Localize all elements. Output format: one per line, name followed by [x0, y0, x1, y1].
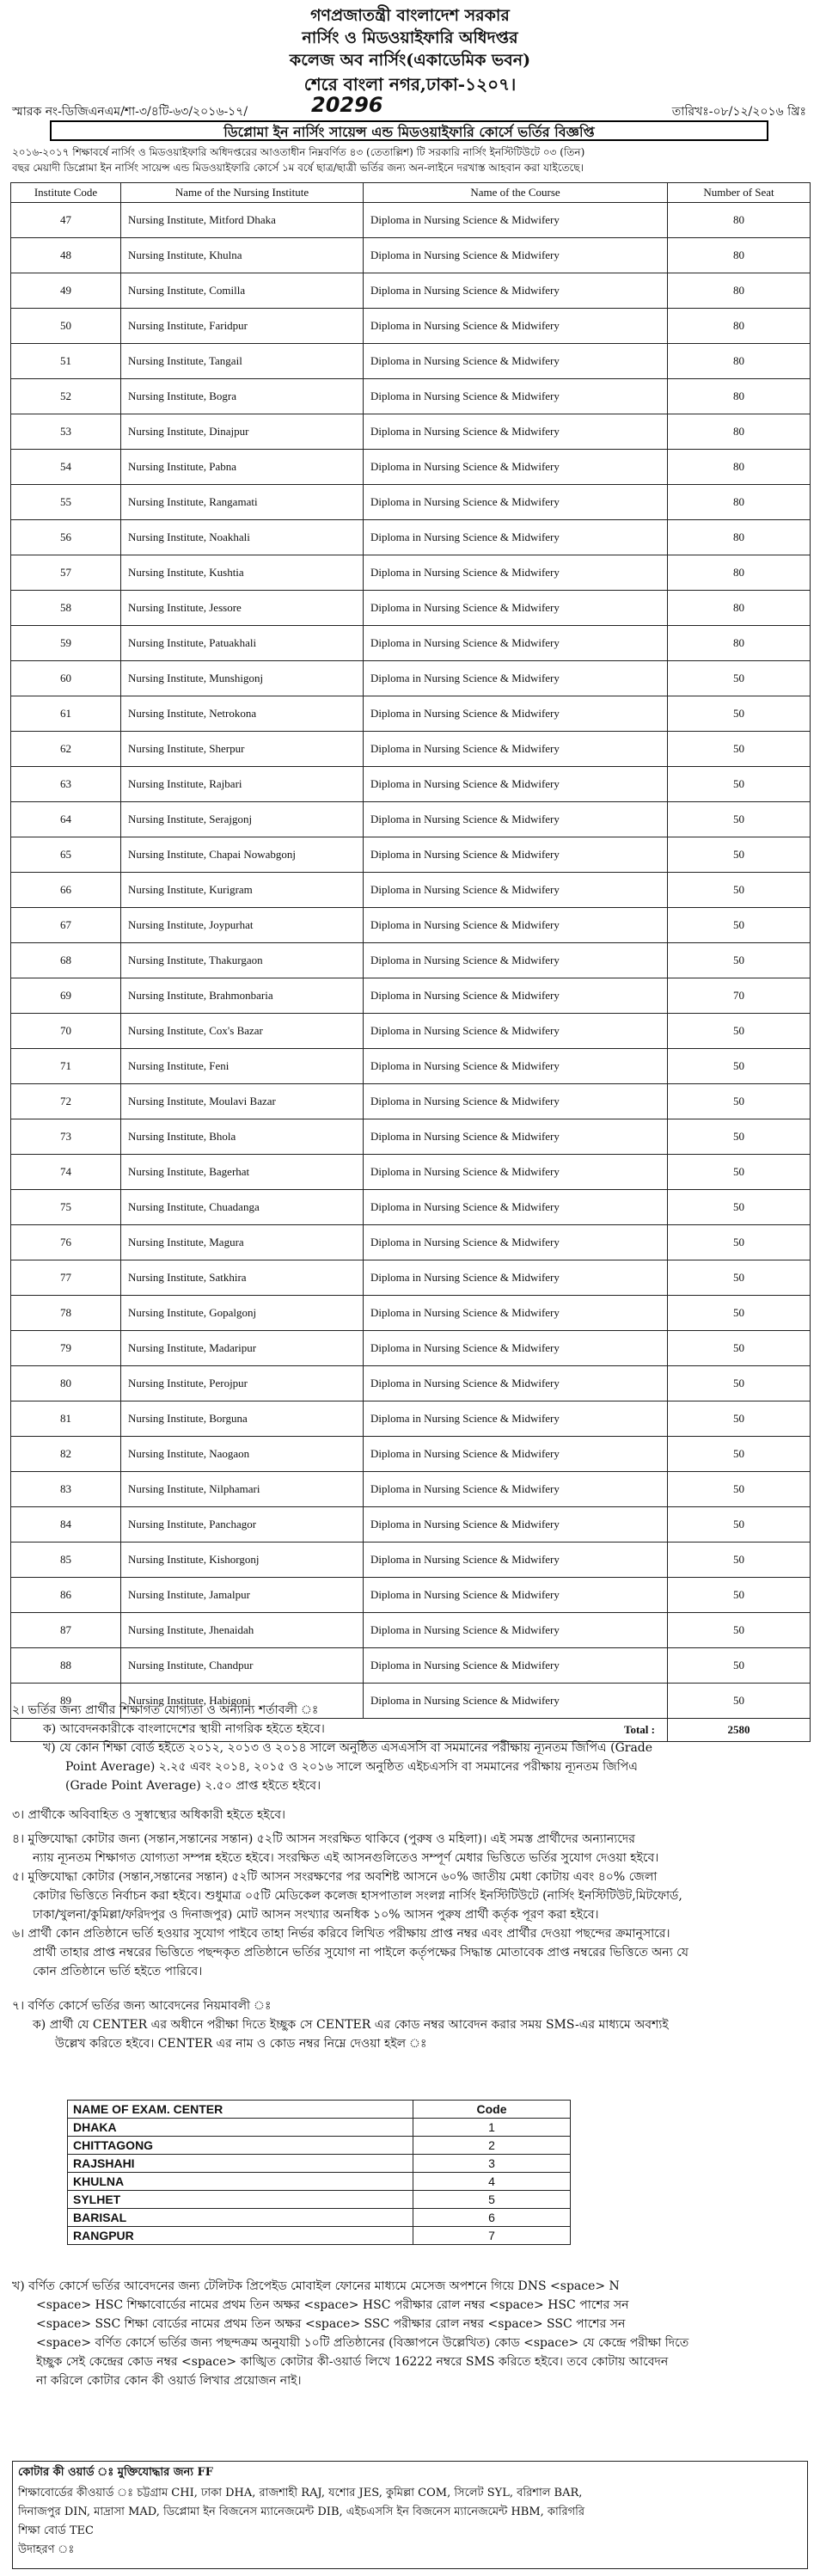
seat-count: 50	[668, 1155, 811, 1190]
institute-code: 64	[11, 802, 121, 837]
seat-count: 50	[668, 837, 811, 873]
course-name: Diploma in Nursing Science & Midwifery	[364, 1014, 668, 1049]
institute-row	[11, 661, 811, 696]
institute-name: Nursing Institute, Habigonj	[121, 1684, 364, 1719]
institute-code: 87	[11, 1613, 121, 1648]
quota-line: ৬। প্রার্থী কোন প্রতিষ্ঠানে ভর্তি হওয়ার সুযোগ পাইবে তাহা নির্ভর করিবে লিখিত পরীক্ষায় প্রাপ্ত নম্বর এবং প্রার্থীর দেওয়া পছন্দের ক্রমানুসারে।	[12, 1927, 670, 1941]
institute-row	[11, 626, 811, 661]
institute-name: Nursing Institute, Noakhali	[121, 520, 364, 555]
institute-code: 63	[11, 767, 121, 802]
condition-citizenship: ক) আবেদনকারীকে বাংলাদেশের স্থায়ী নাগরিক হইতে হইবে।	[43, 1722, 325, 1736]
center-name: KHULNA	[68, 2173, 413, 2191]
course-name: Diploma in Nursing Science & Midwifery	[364, 1296, 668, 1331]
course-name: Diploma in Nursing Science & Midwifery	[364, 943, 668, 978]
institute-name: Nursing Institute, Satkhira	[121, 1260, 364, 1296]
header-course-name: Name of the Course	[364, 183, 668, 203]
seat-count: 50	[668, 732, 811, 767]
intro-line: বছর মেয়াদী ডিপ্লোমা ইন নার্সিং সায়েন্স এন্ড মিডওয়াইফারি কোর্সে ১ম বর্ষে ছাত্র/ছাত্রী ভর্তির জন্য অন-লাইনে দরখাস্ত আহবান করা যাইতেছে।	[12, 162, 584, 174]
quota-line: কোটার ভিত্তিতে নির্বাচন করা হইবে। শুধুমাত্র ০৫টি মেডিকেল কলেজ হাসপাতাল সংলগ্ন নার্সিং ইনস্টিটিউটে (নার্সিং ইনস্টিটিউট,মিটফোর্ড,	[33, 1889, 682, 1903]
seat-count: 50	[668, 943, 811, 978]
course-name: Diploma in Nursing Science & Midwifery	[364, 1472, 668, 1507]
center-row	[68, 2173, 571, 2191]
institute-name: Nursing Institute, Gopalgonj	[121, 1296, 364, 1331]
course-name: Diploma in Nursing Science & Midwifery	[364, 978, 668, 1014]
course-name: Diploma in Nursing Science & Midwifery	[364, 908, 668, 943]
header-address: শেরে বাংলা নগর,ঢাকা-১২০৭।	[303, 74, 517, 95]
quota-line: ন্যায় ন্যূনতম শিক্ষাগত যোগ্যতা সম্পন্ন হইতে হইবে। সংরক্ষিত এই আসনগুলিতেও সম্পূর্ণ মেধার ভিত্তিতে ভর্তির সুযোগ দেওয়া হইবে।	[33, 1851, 659, 1865]
quota-line: ৫। মুক্তিযোদ্ধা কোটার (সন্তান,সন্তানের সন্তান) ৫২টি আসন সংরক্ষণের পর অবশিষ্ট আসনে ৬০% জাতীয় মেধা কোটায় এবং ৪০% জেলা	[12, 1870, 658, 1884]
institute-row	[11, 238, 811, 273]
header-college: কলেজ অব নার্সিং(একাডেমিক ভবন)	[289, 51, 531, 70]
seat-count: 80	[668, 520, 811, 555]
institute-code: 82	[11, 1437, 121, 1472]
course-name: Diploma in Nursing Science & Midwifery	[364, 661, 668, 696]
institute-name: Nursing Institute, Bhola	[121, 1119, 364, 1155]
institute-name: Nursing Institute, Perojpur	[121, 1366, 364, 1401]
institute-name: Nursing Institute, Chuadanga	[121, 1190, 364, 1225]
board-keywords	[18, 2484, 792, 2560]
center-code: 7	[413, 2227, 571, 2245]
course-name: Diploma in Nursing Science & Midwifery	[364, 309, 668, 344]
course-name: Diploma in Nursing Science & Midwifery	[364, 450, 668, 485]
memo-date: তারিখঃ-০৮/১২/২০১৬ খ্রিঃ	[671, 105, 806, 119]
course-name: Diploma in Nursing Science & Midwifery	[364, 1155, 668, 1190]
course-name: Diploma in Nursing Science & Midwifery	[364, 485, 668, 520]
course-name: Diploma in Nursing Science & Midwifery	[364, 1401, 668, 1437]
seat-count: 50	[668, 1578, 811, 1613]
center-code: 3	[413, 2155, 571, 2173]
section-marital-health: ৩। প্রার্থীকে অবিবাহিত ও সুস্বাস্থ্যের অধিকারী হইতে হইবে।	[12, 1808, 286, 1822]
sms-line: না করিলে কোটার কোন কী ওয়ার্ড লিখার প্রয়োজন নাই।	[36, 2374, 302, 2388]
total-value: 2580	[668, 1719, 811, 1742]
institute-code: 83	[11, 1472, 121, 1507]
section-quota	[12, 1830, 806, 1981]
institute-row	[11, 978, 811, 1014]
institute-code: 80	[11, 1366, 121, 1401]
seat-count: 50	[668, 1684, 811, 1719]
institute-row	[11, 1119, 811, 1155]
course-name: Diploma in Nursing Science & Midwifery	[364, 1366, 668, 1401]
memo-reference: স্মারক নং-ডিজিএনএম/শা-৩/৪টি-৬৩/২০১৬-১৭/	[12, 105, 248, 119]
center-name: RANGPUR	[68, 2227, 413, 2245]
quota-line: ৪। মুক্তিযোদ্ধা কোটার জন্য (সন্তান,সন্তানের সন্তান) ৫২টি আসন সংরক্ষিত থাকিবে (পুরুষ ও মহিলা)। এই সমস্ত প্রার্থীদের অন্যান্যদের	[12, 1832, 635, 1846]
institute-row	[11, 767, 811, 802]
seat-count: 80	[668, 626, 811, 661]
institute-code: 69	[11, 978, 121, 1014]
header-center-name: NAME OF EXAM. CENTER	[68, 2101, 413, 2119]
institute-name: Nursing Institute, Khulna	[121, 238, 364, 273]
institute-code: 51	[11, 344, 121, 379]
sms-line: খ) বর্ণিত কোর্সে ভর্তির আবেদনের জন্য টেলিটক প্রিপেইড মোবাইল ফোনের মাধ্যমে মেসেজ অপশনে গিয়ে DNS <space> N	[12, 2279, 620, 2293]
institute-code: 56	[11, 520, 121, 555]
institute-code: 50	[11, 309, 121, 344]
seat-count: 50	[668, 1331, 811, 1366]
center-code: 1	[413, 2119, 571, 2137]
condition-gpa: (Grade Point Average) ২.৫০ প্রাপ্ত হইতে হইবে।	[65, 1779, 321, 1793]
course-name: Diploma in Nursing Science & Midwifery	[364, 1578, 668, 1613]
institute-code: 58	[11, 591, 121, 626]
seat-count: 70	[668, 978, 811, 1014]
institute-row	[11, 732, 811, 767]
institute-row	[11, 1084, 811, 1119]
course-name: Diploma in Nursing Science & Midwifery	[364, 273, 668, 309]
institute-row	[11, 837, 811, 873]
institute-name: Nursing Institute, Kurigram	[121, 873, 364, 908]
center-row	[68, 2137, 571, 2155]
institute-code: 66	[11, 873, 121, 908]
seat-count: 50	[668, 1296, 811, 1331]
center-code: 2	[413, 2137, 571, 2155]
institute-row	[11, 1437, 811, 1472]
institute-code: 89	[11, 1684, 121, 1719]
course-name: Diploma in Nursing Science & Midwifery	[364, 1190, 668, 1225]
course-name: Diploma in Nursing Science & Midwifery	[364, 1613, 668, 1648]
institute-row	[11, 943, 811, 978]
course-name: Diploma in Nursing Science & Midwifery	[364, 732, 668, 767]
center-name: RAJSHAHI	[68, 2155, 413, 2173]
seat-count: 50	[668, 1190, 811, 1225]
institute-code: 86	[11, 1578, 121, 1613]
rule-line: ক) প্রার্থী যে CENTER এর অধীনে পরীক্ষা দিতে ইচ্ছুক সে CENTER এর কোড নম্বর আবেদন করার সময় SMS-এর মাধ্যমে অবশ্যই	[33, 2018, 669, 2032]
institute-code: 79	[11, 1331, 121, 1366]
seat-count: 80	[668, 485, 811, 520]
header-center-code: Code	[413, 2101, 571, 2119]
institute-row	[11, 309, 811, 344]
seat-count: 50	[668, 1260, 811, 1296]
institute-code: 61	[11, 696, 121, 732]
institute-name: Nursing Institute, Brahmonbaria	[121, 978, 364, 1014]
seat-count: 80	[668, 273, 811, 309]
seat-count: 80	[668, 379, 811, 414]
condition-gpa: Point Average) ২.২৫ এবং ২০১৪, ২০১৫ ও ২০১৬ সালে অনুষ্ঠিত এইচএসসি বা সমমানের পরীক্ষায় ন্যূনতম জিপিএ	[65, 1760, 638, 1774]
course-name: Diploma in Nursing Science & Midwifery	[364, 1049, 668, 1084]
institute-name: Nursing Institute, Magura	[121, 1225, 364, 1260]
course-name: Diploma in Nursing Science & Midwifery	[364, 238, 668, 273]
institute-code: 81	[11, 1401, 121, 1437]
institute-row	[11, 908, 811, 943]
keyword-box	[12, 2461, 808, 2569]
institute-code: 59	[11, 626, 121, 661]
institute-code: 73	[11, 1119, 121, 1155]
course-name: Diploma in Nursing Science & Midwifery	[364, 802, 668, 837]
course-name: Diploma in Nursing Science & Midwifery	[364, 1648, 668, 1684]
institute-name: Nursing Institute, Naogaon	[121, 1437, 364, 1472]
seat-count: 50	[668, 1543, 811, 1578]
institute-code: 49	[11, 273, 121, 309]
institute-row	[11, 802, 811, 837]
institute-code: 65	[11, 837, 121, 873]
course-name: Diploma in Nursing Science & Midwifery	[364, 1437, 668, 1472]
institute-name: Nursing Institute, Jhenaidah	[121, 1613, 364, 1648]
seat-count: 50	[668, 1014, 811, 1049]
seat-count: 50	[668, 873, 811, 908]
institute-name: Nursing Institute, Pabna	[121, 450, 364, 485]
institute-name: Nursing Institute, Bogra	[121, 379, 364, 414]
course-name: Diploma in Nursing Science & Midwifery	[364, 1084, 668, 1119]
institute-row	[11, 485, 811, 520]
seat-count: 50	[668, 767, 811, 802]
example-label: উদাহরণ ঃ	[18, 2543, 75, 2556]
institute-row	[11, 1366, 811, 1401]
institute-name: Nursing Institute, Patuakhali	[121, 626, 364, 661]
sms-line: <space> SSC শিক্ষা বোর্ডের নামের প্রথম তিন অক্ষর <space> SSC পরীক্ষার রোল নম্বর <space> SSC পাশের সন	[36, 2317, 626, 2331]
seat-count: 50	[668, 908, 811, 943]
course-name: Diploma in Nursing Science & Midwifery	[364, 203, 668, 238]
institute-row	[11, 696, 811, 732]
institute-row	[11, 379, 811, 414]
seat-count: 50	[668, 1437, 811, 1472]
center-name: DHAKA	[68, 2119, 413, 2137]
institute-row	[11, 1648, 811, 1684]
section-application-rules	[12, 1996, 806, 2053]
institute-row	[11, 1296, 811, 1331]
institute-code: 76	[11, 1225, 121, 1260]
institute-code: 68	[11, 943, 121, 978]
course-name: Diploma in Nursing Science & Midwifery	[364, 837, 668, 873]
institute-row	[11, 1401, 811, 1437]
quota-line: কোন প্রতিষ্ঠানে ভর্তি হইতে পারিবে।	[33, 1965, 203, 1978]
institute-code: 53	[11, 414, 121, 450]
center-code: 4	[413, 2173, 571, 2191]
institute-code: 75	[11, 1190, 121, 1225]
center-row	[68, 2191, 571, 2209]
seat-count: 50	[668, 1366, 811, 1401]
rule-line: উল্লেখ করিতে হইবে। CENTER এর নাম ও কোড নম্বর নিম্নে দেওয়া হইল ঃ	[55, 2037, 427, 2051]
institute-row	[11, 414, 811, 450]
sms-line: <space> HSC শিক্ষাবোর্ডের নামের প্রথম তিন অক্ষর <space> HSC পরীক্ষার রোল নম্বর <space> HSC পাশের সন	[36, 2298, 629, 2312]
institute-row	[11, 1578, 811, 1613]
seat-count: 50	[668, 1648, 811, 1684]
institute-name: Nursing Institute, Cox's Bazar	[121, 1014, 364, 1049]
intro-line: ২০১৬-২০১৭ শিক্ষাবর্ষে নার্সিং ও মিডওয়াইফারি অধিদপ্তরের আওতাধীন নিম্নবর্ণিত ৪৩ (তেতাল্লিশ) টি সরকারি নার্সিং ইনস্টিটিউটে ০৩ (তিন)	[12, 146, 585, 158]
seat-count: 80	[668, 203, 811, 238]
sms-line: ইচ্ছুক সেই কেন্দ্রের কোড নম্বর <space> কাঙ্খিত কোটার কী-ওয়ার্ড লিখে 16222 নম্বরে SMS করিতে হইবে। তবে কোটায় আবেদন	[36, 2355, 669, 2369]
institute-name: Nursing Institute, Serajgonj	[121, 802, 364, 837]
total-label: Total :	[11, 1719, 668, 1742]
institute-code: 57	[11, 555, 121, 591]
institute-name: Nursing Institute, Jessore	[121, 591, 364, 626]
institute-name: Nursing Institute, Bagerhat	[121, 1155, 364, 1190]
section-heading: ২। ভর্তির জন্য প্রার্থীর শিক্ষাগত যোগ্যতা ও অন্যান্য শর্তাবলী ঃ	[12, 1703, 319, 1717]
course-name: Diploma in Nursing Science & Midwifery	[364, 626, 668, 661]
course-name: Diploma in Nursing Science & Midwifery	[364, 1507, 668, 1543]
institute-row	[11, 1543, 811, 1578]
institute-row	[11, 873, 811, 908]
seat-count: 80	[668, 238, 811, 273]
institute-row	[11, 1155, 811, 1190]
seat-count: 50	[668, 1049, 811, 1084]
institute-name: Nursing Institute, Joypurhat	[121, 908, 364, 943]
institute-name: Nursing Institute, Chandpur	[121, 1648, 364, 1684]
institute-row	[11, 344, 811, 379]
institute-name: Nursing Institute, Comilla	[121, 273, 364, 309]
institute-row	[11, 450, 811, 485]
quota-keyword: কোটার কী ওয়ার্ড ঃ মুক্তিযোদ্ধার জন্য FF	[18, 2466, 213, 2479]
institute-row	[11, 555, 811, 591]
seat-count: 50	[668, 1225, 811, 1260]
institute-name: Nursing Institute, Kushtia	[121, 555, 364, 591]
course-name: Diploma in Nursing Science & Midwifery	[364, 379, 668, 414]
institute-code: 67	[11, 908, 121, 943]
institute-name: Nursing Institute, Nilphamari	[121, 1472, 364, 1507]
board-keyword-line: দিনাজপুর DIN, মাদ্রাসা MAD, ডিপ্লোমা ইন বিজনেস ম্যানেজমেন্ট DIB, এইচএসসি ইন বিজনেস ম্যানেজমেন্ট HBM, কারিগরি	[18, 2505, 585, 2518]
center-row	[68, 2119, 571, 2137]
section-sms-instructions	[12, 2277, 806, 2390]
center-row	[68, 2227, 571, 2245]
seat-count: 80	[668, 450, 811, 485]
course-name: Diploma in Nursing Science & Midwifery	[364, 555, 668, 591]
center-name: SYLHET	[68, 2191, 413, 2209]
institute-code: 77	[11, 1260, 121, 1296]
institute-code: 85	[11, 1543, 121, 1578]
seat-count: 80	[668, 591, 811, 626]
institute-name: Nursing Institute, Rajbari	[121, 767, 364, 802]
seat-count: 50	[668, 1119, 811, 1155]
board-keyword-line: শিক্ষা বোর্ড TEC	[18, 2524, 94, 2537]
center-name: BARISAL	[68, 2209, 413, 2227]
seat-count: 50	[668, 802, 811, 837]
institute-code: 60	[11, 661, 121, 696]
course-name: Diploma in Nursing Science & Midwifery	[364, 1684, 668, 1719]
course-name: Diploma in Nursing Science & Midwifery	[364, 1260, 668, 1296]
institute-name: Nursing Institute, Netrokona	[121, 696, 364, 732]
course-name: Diploma in Nursing Science & Midwifery	[364, 591, 668, 626]
seat-count: 50	[668, 1613, 811, 1648]
course-name: Diploma in Nursing Science & Midwifery	[364, 873, 668, 908]
seat-count: 80	[668, 344, 811, 379]
institute-row	[11, 520, 811, 555]
seat-count: 50	[668, 1507, 811, 1543]
center-row	[68, 2155, 571, 2173]
header-institute-code: Institute Code	[11, 183, 121, 203]
institute-row	[11, 1260, 811, 1296]
institute-name: Nursing Institute, Kishorgonj	[121, 1543, 364, 1578]
institute-name: Nursing Institute, Thakurgaon	[121, 943, 364, 978]
institute-code: 74	[11, 1155, 121, 1190]
institute-row	[11, 1472, 811, 1507]
institute-row	[11, 1613, 811, 1648]
institute-name: Nursing Institute, Rangamati	[121, 485, 364, 520]
institute-row	[11, 1507, 811, 1543]
center-name: CHITTAGONG	[68, 2137, 413, 2155]
course-name: Diploma in Nursing Science & Midwifery	[364, 767, 668, 802]
section-eligibility	[12, 1701, 806, 1795]
course-name: Diploma in Nursing Science & Midwifery	[364, 1119, 668, 1155]
seat-count: 80	[668, 414, 811, 450]
header-government: গণপ্রজাতন্ত্রী বাংলাদেশ সরকার	[310, 6, 510, 25]
course-name: Diploma in Nursing Science & Midwifery	[364, 1331, 668, 1366]
course-name: Diploma in Nursing Science & Midwifery	[364, 1543, 668, 1578]
institute-row	[11, 1225, 811, 1260]
seat-count: 50	[668, 696, 811, 732]
institute-name: Nursing Institute, Moulavi Bazar	[121, 1084, 364, 1119]
institute-name: Nursing Institute, Sherpur	[121, 732, 364, 767]
header-directorate: নার্সিং ও মিডওয়াইফারি অধিদপ্তর	[302, 28, 518, 47]
center-row	[68, 2209, 571, 2227]
seat-table	[10, 182, 811, 1742]
seat-table-header-row	[11, 183, 811, 203]
header-institute-name: Name of the Nursing Institute	[121, 183, 364, 203]
institute-code: 78	[11, 1296, 121, 1331]
course-name: Diploma in Nursing Science & Midwifery	[364, 520, 668, 555]
institute-code: 47	[11, 203, 121, 238]
institute-code: 71	[11, 1049, 121, 1084]
seat-count: 50	[668, 661, 811, 696]
institute-name: Nursing Institute, Borguna	[121, 1401, 364, 1437]
institute-name: Nursing Institute, Tangail	[121, 344, 364, 379]
course-name: Diploma in Nursing Science & Midwifery	[364, 344, 668, 379]
institute-row	[11, 203, 811, 238]
center-header-row	[68, 2101, 571, 2119]
institute-code: 72	[11, 1084, 121, 1119]
seat-count: 80	[668, 555, 811, 591]
institute-row	[11, 1049, 811, 1084]
institute-name: Nursing Institute, Feni	[121, 1049, 364, 1084]
condition-gpa: খ) যে কোন শিক্ষা বোর্ড হইতে ২০১২, ২০১৩ ও ২০১৪ সালে অনুষ্ঠিত এসএসসি বা সমমানের পরীক্ষায় ন্যূনতম জিপিএ (Grade	[43, 1741, 653, 1755]
course-name: Diploma in Nursing Science & Midwifery	[364, 696, 668, 732]
section-heading: ৭। বর্ণিত কোর্সে ভর্তির জন্য আবেদনের নিয়মাবলী ঃ	[12, 1999, 272, 2013]
institute-code: 55	[11, 485, 121, 520]
institute-code: 52	[11, 379, 121, 414]
institute-code: 48	[11, 238, 121, 273]
institute-name: Nursing Institute, Munshigonj	[121, 661, 364, 696]
memo-number: 20296	[311, 93, 383, 117]
institute-row	[11, 273, 811, 309]
exam-center-table	[67, 2100, 571, 2245]
notice-title: ডিপ্লোমা ইন নার্সিং সায়েন্স এন্ড মিডওয়াইফারি কোর্সে ভর্তির বিজ্ঞপ্তি	[50, 120, 768, 141]
board-keyword-line: শিক্ষাবোর্ডের কীওয়ার্ড ঃ চট্টগ্রাম CHI, ঢাকা DHA, রাজশাহী RAJ, যশোর JES, কুমিল্লা COM, সিলেট SYL, বরিশাল BAR,	[18, 2487, 583, 2499]
seat-count: 50	[668, 1401, 811, 1437]
intro-paragraph	[12, 144, 808, 175]
seat-count: 80	[668, 309, 811, 344]
quota-line: প্রার্থী তাহার প্রাপ্ত নম্বরের ভিত্তিতে পছন্দকৃত প্রতিষ্ঠানে ভর্তির সুযোগ না পাইলে কর্তৃপক্ষের সিদ্ধান্ত মোতাবেক প্রাপ্ত নম্বরের ভিত্তিতে অন্য যে	[33, 1946, 688, 1960]
institute-name: Nursing Institute, Dinajpur	[121, 414, 364, 450]
header-seat-count: Number of Seat	[668, 183, 811, 203]
institute-row	[11, 1331, 811, 1366]
center-code: 5	[413, 2191, 571, 2209]
institute-code: 84	[11, 1507, 121, 1543]
quota-line: ঢাকা/খুলনা/কুমিল্লা/ফরিদপুর ও দিনাজপুর) মোট আসন সংখ্যার অনধিক ১০% আসন পুরুষ প্রার্থী কর্তৃক পূরণ করা হইবে।	[33, 1908, 599, 1922]
institute-name: Nursing Institute, Faridpur	[121, 309, 364, 344]
sms-line: <space> বর্ণিত কোর্সে ভর্তির জন্য পছন্দক্রম অনুযায়ী ১০টি প্রতিষ্ঠানের (বিজ্ঞাপনে উল্লেখিত) কোড <space> যে কেন্দ্রে পরীক্ষা দিতে	[36, 2336, 689, 2350]
institute-code: 62	[11, 732, 121, 767]
course-name: Diploma in Nursing Science & Midwifery	[364, 414, 668, 450]
institute-row	[11, 591, 811, 626]
institute-code: 70	[11, 1014, 121, 1049]
institute-name: Nursing Institute, Panchagor	[121, 1507, 364, 1543]
institute-name: Nursing Institute, Jamalpur	[121, 1578, 364, 1613]
institute-name: Nursing Institute, Mitford Dhaka	[121, 203, 364, 238]
course-name: Diploma in Nursing Science & Midwifery	[364, 1225, 668, 1260]
seat-count: 50	[668, 1084, 811, 1119]
center-code: 6	[413, 2209, 571, 2227]
institute-name: Nursing Institute, Madaripur	[121, 1331, 364, 1366]
seat-count: 50	[668, 1472, 811, 1507]
institute-row	[11, 1190, 811, 1225]
institute-code: 88	[11, 1648, 121, 1684]
institute-code: 54	[11, 450, 121, 485]
institute-row	[11, 1014, 811, 1049]
institute-name: Nursing Institute, Chapai Nowabgonj	[121, 837, 364, 873]
